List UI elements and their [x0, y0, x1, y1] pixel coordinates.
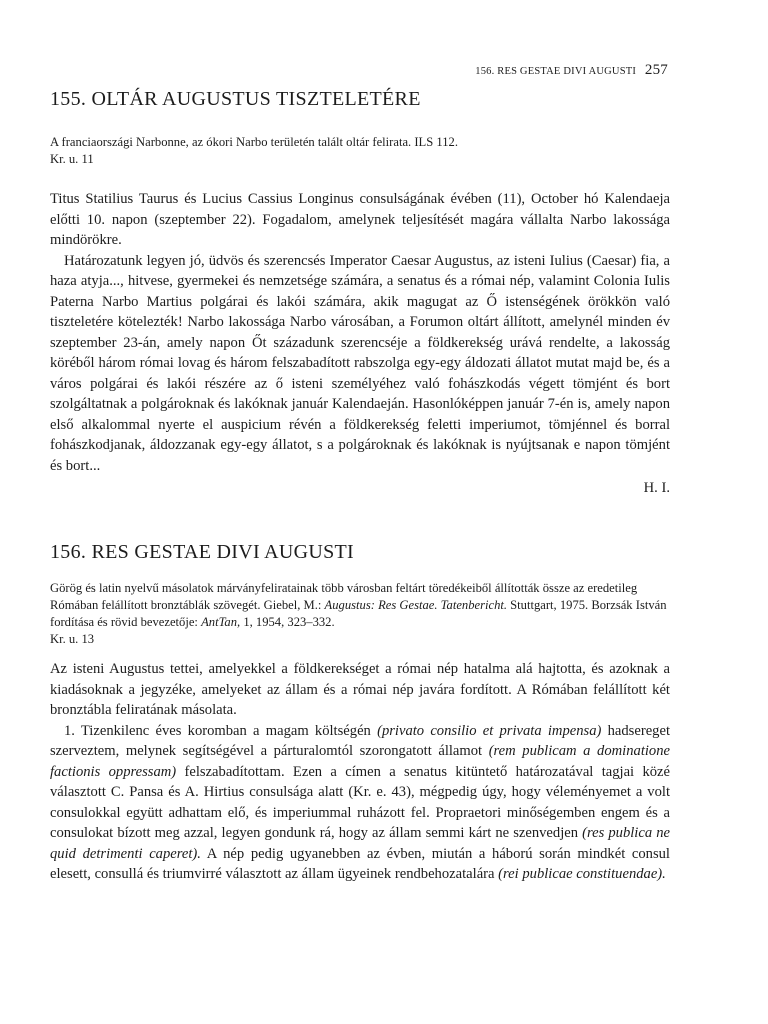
section-155-signature: H. I. — [643, 480, 670, 496]
section-155-source: A franciaországi Narbonne, az ókori Narbo területén talált oltár felirata. ILS 112. — [50, 135, 458, 149]
section-156-title: 156. RES GESTAE DIVI AUGUSTI — [50, 541, 355, 563]
section-155-paragraph-1: Titus Statilius Taurus és Lucius Cassius Longinus consulságának évében (11), October hó Kalendaeja előtti 10. napon (szeptember 22). Fogadalom, amelynek teljesítését magára vállalta Narbo lakossága mindörökre. — [50, 191, 670, 248]
section-156-source: Görög és latin nyelvű másolatok márványfeliratainak több városban feltárt töredékeiből állították össze az eredetileg Rómában felállított bronztáblák szövegét. Giebel, M.: Augustus: Res Gestae. Tatenbericht. Stuttgart, 1975. Borzsák István fordítása és rövid bevezetője: AntTan, 1, 1954, 323–332. — [50, 581, 667, 629]
section-156-body — [50, 659, 670, 885]
section-155-date: Kr. u. 11 — [50, 152, 94, 166]
section-156-date: Kr. u. 13 — [50, 632, 95, 646]
section-156-source-note — [50, 580, 670, 648]
section-155-body — [50, 189, 670, 499]
running-head — [475, 62, 668, 79]
section-156-intro: Az isteni Augustus tettei, amelyekkel a földkerekséget a római nép hatalma alá hajtotta, és azoknak a kiadásoknak a jegyzéke, amelyeket az állam és a római nép javára fordított. A Rómában felállított két bronztábla feliratának másolata. — [50, 661, 670, 718]
running-head-title: 156. RES GESTAE DIVI AUGUSTI — [475, 66, 637, 77]
section-156-paragraph-1: 1. Tizenkilenc éves koromban a magam költségén (privato consilio et privata impensa) hadsereget szerveztem, melynek segítségével a párturalomtól szorongatott államot (rem publicam a dominatione factionis oppressam) felszabadítottam. Ezen a címen a senatus kitüntető határozatával tagjai közé választott C. Pansa és A. Hirtius consulsága alatt (Kr. e. 43), mégpedig úgy, hogy véleményemet a volt consulokkal együtt adhattam elő, és imperiummal ruházott fel. Propraetori minőségemben engem és a consulokat bízott meg azzal, legyen gondunk rá, hogy az állam semmi kárt ne szenvedjen (res publica ne quid detrimenti caperet). A nép pedig ugyanebben az évben, miután a háború során mindkét consul elesett, consullá és triumvirré választott az állam ügyeinek rendbehozatalára (rei publicae constituendae). — [50, 722, 671, 882]
section-155-source-note — [50, 134, 670, 168]
section-155-title: 155. OLTÁR AUGUSTUS TISZTELETÉRE — [50, 88, 421, 110]
section-155-paragraph-2: Határozatunk legyen jó, üdvös és szerencsés Imperator Caesar Augustus, az isteni Iulius (Caesar) fia, a haza atyja..., hitvese, gyermekei és nemzetsége számára, a senatus és a római nép, valamint Colonia Iulis Paterna Narbo Martius polgárai és lakói számára, akik magugat az Ő istenségének örökkön való tiszteletére kötelezték! Narbo lakossága Narbo városában, a Forumon oltárt állított, amelynél minden év szeptember 23-án, amely napon Őt századunk szerencséje a földkerekség urává rendelte, a lakosság köréből három római lovag és három felszabadított rabszolga egy-egy áldozati állatot mutat majd be, és a város polgárai és lakói részére az ő isteni személyéhez való fohászkodás végett tömjént és bort szolgáltatnak a polgároknak és lakóknak január Kalendaeján. Hasonlóképpen január 7-én is, amely napon első alkalommal nyerte el auspicium révén a földkerekség feletti imperiumot, tömjénnel és borral fohászkodjanak, áldozzanak egy-egy állatot, s a polgároknak és lakóknak is nyújtsanak e napon tömjént és bort... — [50, 252, 670, 474]
page-number: 257 — [644, 62, 668, 78]
